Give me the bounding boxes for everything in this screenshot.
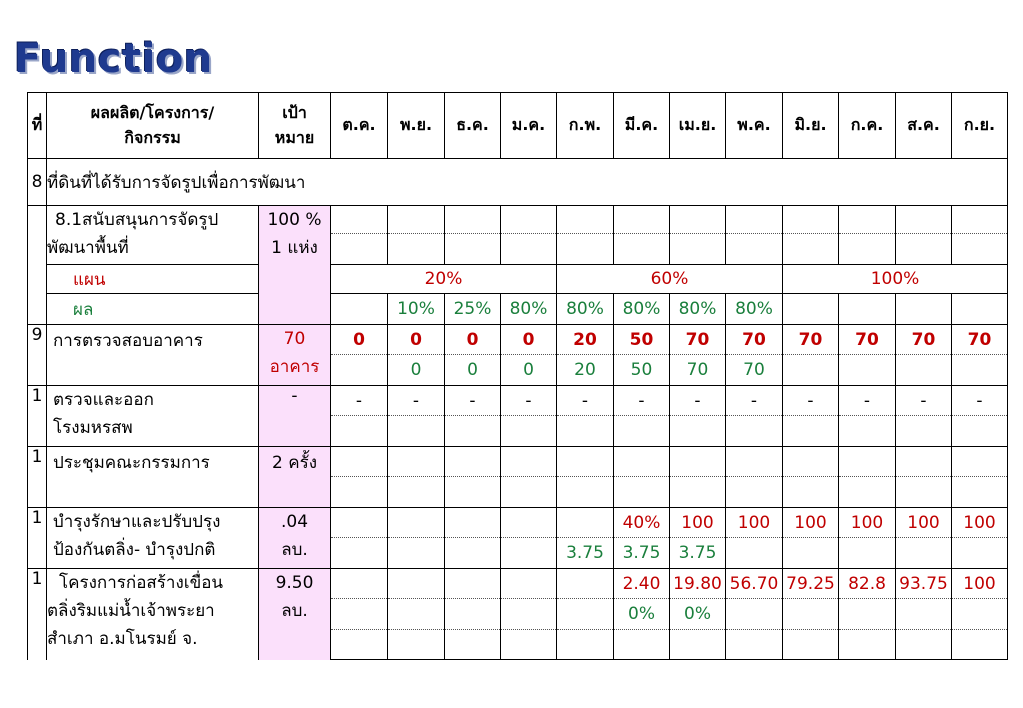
item-line: ตรวจและออก [53,390,154,410]
item-line: ป้องกันตลิ่ง- บำรุงปกติ [53,540,216,560]
plan-value: 0 [388,325,445,355]
month-header: มี.ค. [614,93,670,159]
plan-value: 2.40 [614,569,670,599]
plan-value: 60% [557,265,783,294]
header-project-line2: กิจกรรม [124,127,181,147]
row-no: 1 [28,569,47,660]
row-13-item [47,569,259,660]
month-header: เม.ย. [670,93,726,159]
item-8-1-row [28,206,1008,234]
plan-value: - [501,386,557,416]
target-line: 1 แห่ง [271,238,318,258]
plan-value: 50 [614,325,670,355]
row-13-target [259,569,331,660]
result-value: 80% [670,294,726,325]
month-header: พ.ย. [388,93,445,159]
plan-value: 82.8 [839,569,896,599]
result-value: 3.75 [557,538,614,569]
plan-row [28,265,1008,294]
item-line: บำรุงรักษาและปรับปรุง [53,512,221,532]
result-value: 80% [614,294,670,325]
plan-value: 100 [896,508,952,538]
row-no: 1 [28,447,47,508]
row-12-target [259,508,331,569]
row-9 [28,325,1008,355]
item-line: โรงมหรสพ [53,418,133,438]
month-header: ธ.ค. [445,93,501,159]
result-label: ผล [47,294,259,325]
month-header: ก.พ. [557,93,614,159]
plan-value: 40% [614,508,670,538]
plan-value: - [331,386,388,416]
target-8-1 [259,206,331,325]
result-value: 80% [726,294,783,325]
plan-value: 100 [783,508,839,538]
month-header: พ.ค. [726,93,783,159]
row-12-item [47,508,259,569]
month-header: ต.ค. [331,93,388,159]
result-value: 0 [501,355,557,386]
plan-value: 79.25 [783,569,839,599]
plan-value: - [896,386,952,416]
plan-value: 0 [445,325,501,355]
page-title: Function [14,36,213,82]
header-target [259,93,331,159]
month-header: ส.ค. [896,93,952,159]
plan-value: 70 [670,325,726,355]
plan-value: 100 [726,508,783,538]
item-line: สำเภา อ.มโนรมย์ จ. [47,629,198,649]
section-title: ที่ดินที่ได้รับการจัดรูปเพื่อการพัฒนา [47,159,1008,206]
section-8-row [28,159,1008,206]
row-11-item: ประชุมคณะกรรมการ [47,447,259,508]
plan-value: 20 [557,325,614,355]
plan-value: - [726,386,783,416]
plan-value: 100% [783,265,1008,294]
header-target-line2: หมาย [274,127,315,147]
plan-value: - [445,386,501,416]
row-10 [28,386,1008,416]
plan-value: 100 [670,508,726,538]
result-value: 80% [501,294,557,325]
plan-value: 70 [896,325,952,355]
result-value: 0 [445,355,501,386]
item-line: 8.1สนับสนุนการจัดรูป [55,210,219,230]
row-10-item [47,386,259,447]
row-11 [28,447,1008,477]
month-header: ก.ย. [952,93,1008,159]
header-project-line1: ผลผลิต/โครงการ/ [90,102,215,122]
row-13 [28,569,1008,599]
month-header: ก.ค. [839,93,896,159]
result-value: 25% [445,294,501,325]
result-value: 70 [726,355,783,386]
target-line: 9.50 [275,573,314,593]
plan-value: - [839,386,896,416]
target-line: .04 [280,512,309,532]
plan-value: - [614,386,670,416]
row-9-target [259,325,331,386]
result-value: 10% [388,294,445,325]
plan-value: 70 [726,325,783,355]
header-project [47,93,259,159]
plan-value: 100 [952,508,1008,538]
result-value: 3.75 [670,538,726,569]
item-line: พัฒนาพื้นที่ [47,238,129,258]
result-value: 80% [557,294,614,325]
plan-value: 20% [331,265,557,294]
row-no: 1 [28,386,47,447]
plan-value: 70 [952,325,1008,355]
result-value: 3.75 [614,538,670,569]
plan-value: - [670,386,726,416]
result-value: 20 [557,355,614,386]
plan-value: 100 [839,508,896,538]
plan-value: - [783,386,839,416]
plan-value: 56.70 [726,569,783,599]
month-header: ม.ค. [501,93,557,159]
result-value: 0% [670,599,726,630]
row-10-target: - [259,386,331,447]
item-line: ตลิ่งริมแม่น้ำเจ้าพระยา [47,601,215,621]
plan-label: แผน [47,265,259,294]
target-line: ลบ. [281,540,308,560]
result-row [28,294,1008,325]
plan-value: 100 [952,569,1008,599]
target-line: 70 [283,329,306,349]
result-value: 0% [614,599,670,630]
target-line: ลบ. [281,601,308,621]
header-target-line1: เป้า [282,102,307,122]
row-no: 8 [28,159,47,206]
target-line: 100 % [267,210,322,230]
plan-value: - [557,386,614,416]
plan-value: 70 [839,325,896,355]
row-no: 9 [28,325,47,386]
row-9-item: การตรวจสอบอาคาร [47,325,259,386]
schedule-table [27,92,1008,660]
header-row [28,93,1008,159]
header-no: ที่ [28,93,47,159]
item-8-1-label [47,206,259,265]
plan-value: 93.75 [896,569,952,599]
row-11-target: 2 ครั้ง [259,447,331,508]
plan-value: 0 [331,325,388,355]
plan-value: - [952,386,1008,416]
plan-value: 70 [783,325,839,355]
item-line: โครงการก่อสร้างเขื่อน [59,573,224,593]
row-12 [28,508,1008,538]
row-no: 1 [28,508,47,569]
result-value: 70 [670,355,726,386]
plan-value: 19.80 [670,569,726,599]
month-header: มิ.ย. [783,93,839,159]
result-value: 0 [388,355,445,386]
result-value: 50 [614,355,670,386]
plan-value: - [388,386,445,416]
plan-value: 0 [501,325,557,355]
target-line: อาคาร [269,357,320,377]
